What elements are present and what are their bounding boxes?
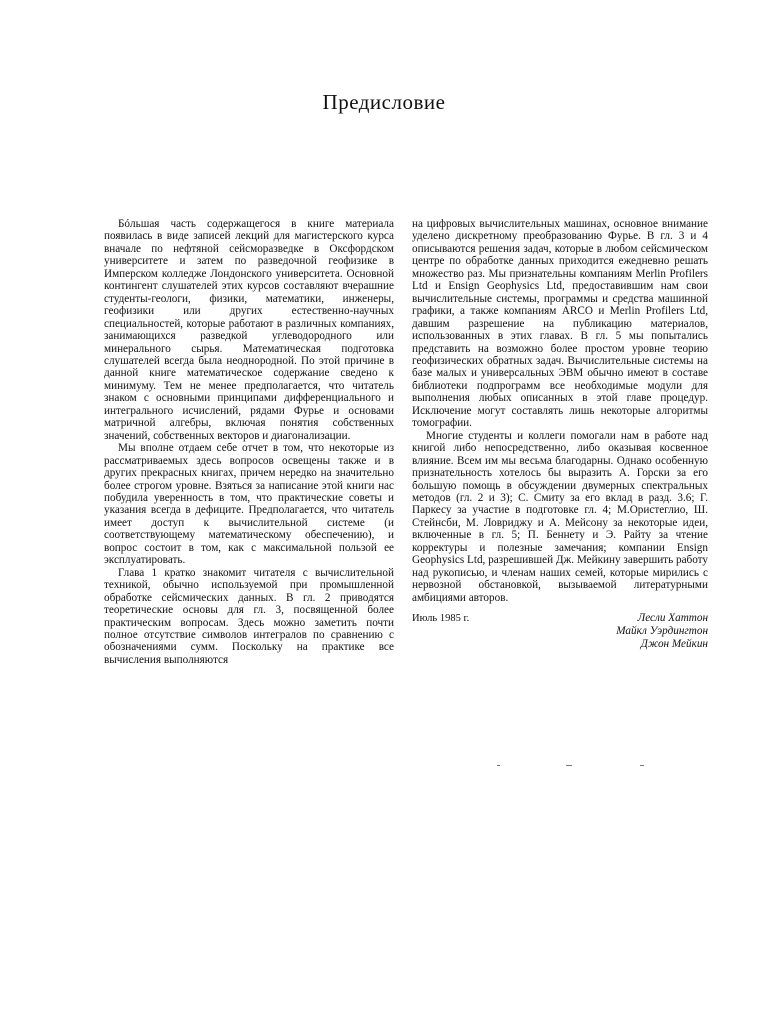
paragraph: Бóльшая часть содержащегося в книге материала появилась в виде записей лекций для магистерского курса вначале по нефтяной сейсморазведке в Оксфордском университете и затем по разведочной геофизике в Имперском колледже Лондонского университета. Основной контингент слушателей этих курсов составляют вчерашние студенты-геологи, физики, математики, инженеры, геофизики или других естественно-научных специальностей, которые работают в различных компаниях, занимающихся разведкой углеводородного или минерального сырья. Математическая подготовка слушателей всегда была неоднородной. По этой причине в данной книге математическое содержание сведено к минимуму. Тем не менее предполагается, что читатель знаком с основными принципами дифференциального и интегрального исчислений, рядами Фурье и основами матричной алгебры, включая понятия собственных значений, собственных векторов и диагонализации. <box>104 218 394 442</box>
author-name: Лесли Хаттон <box>637 612 708 625</box>
scan-artifact <box>640 765 644 766</box>
paragraph: Глава 1 кратко знакомит читателя с вычислительной техникой, обычно используемой при промышленной обработке сейсмических данных. В гл. 2 приводятся теоретические основы для гл. 3, посвященной более практическим вопросам. Здесь можно заметить почти полное отсутствие символов интегралов по сравнению с обозначениями сумм. Поскольку на практике все вычисления выполняются <box>104 566 394 666</box>
author-names <box>616 612 708 651</box>
paragraph: Многие студенты и коллеги помогали нам в работе над книгой либо непосредственно, либо оказывая косвенное влияние. Всем им мы весьма благодарны. Однако особенную признательность хотелось бы выразить А. Горски за его большую помощь в обсуждении двумерных спектральных методов (гл. 2 и 3); С. Смиту за его вклад в разд. 3.6; Г. Паркесу за участие в подготовке гл. 4; М.Ористеглио, Ш. Стейнсби, М. Ловриджу и А. Мейсону за некоторые идеи, включенные в гл. 5; П. Беннету и Э. Райту за чтение корректуры и полезные замечания; компании Ensign Geophysics Ltd, разрешившей Дж. Мейкину завершить работу над рукописью, и членам наших семей, которые мирились с нервозной обстановкой, вызываемой литературными амбициями авторов. <box>412 429 709 604</box>
right-column <box>412 218 708 652</box>
paragraph: Мы вполне отдаем себе отчет в том, что некоторые из рассматриваемых здесь вопросов освещены также и в других прекрасных книгах, причем нередко на значительно более строгом уровне. Взяться за написание этой книги нас побудила уверенность в том, что практические советы и указания всегда в дефиците. Предполагается, что читатель имеет доступ к вычислительной системе (и соответствующему математическому обеспечению), и вопрос состоит в том, как с максимальной пользой ее эксплуатировать. <box>104 442 394 567</box>
scan-artifact <box>566 765 572 766</box>
signature-block <box>412 612 708 652</box>
page-title: Предисловие <box>322 90 446 114</box>
author-name: Джон Мейкин <box>640 638 708 651</box>
signature-date: Июль 1985 г. <box>412 613 470 625</box>
paragraph: на цифровых вычислительных машинах, основное внимание уделено дискретному преобразованию Фурье. В гл. 3 и 4 описываются решения задач, которые в любом сейсмическом центре по обработке данных приходится ежедневно решать множество раз. Мы признательны компаниям Merlin Profilers Ltd и Ensign Geophysics Ltd, предоставившим нам свои вычислительные системы, программы и средства машинной графики, а также компаниям ARCO и Merlin Profilers Ltd, давшим разрешение на публикацию материалов, использованных в этих главах. В гл. 5 мы попытались представить на возможно более простом уровне теорию геофизических обратных задач. Вычислительные системы на базе малых и универсальных ЭВМ обычно имеют в составе библиотеки подпрограмм все необходимые модули для выполнения любых описанных в этой главе процедур. Исключение могут составлять лишь некоторые алгоритмы томографии. <box>412 218 708 430</box>
left-column <box>104 218 394 666</box>
scan-artifact <box>497 765 500 766</box>
author-name: Майкл Уэрдингтон <box>616 625 708 638</box>
